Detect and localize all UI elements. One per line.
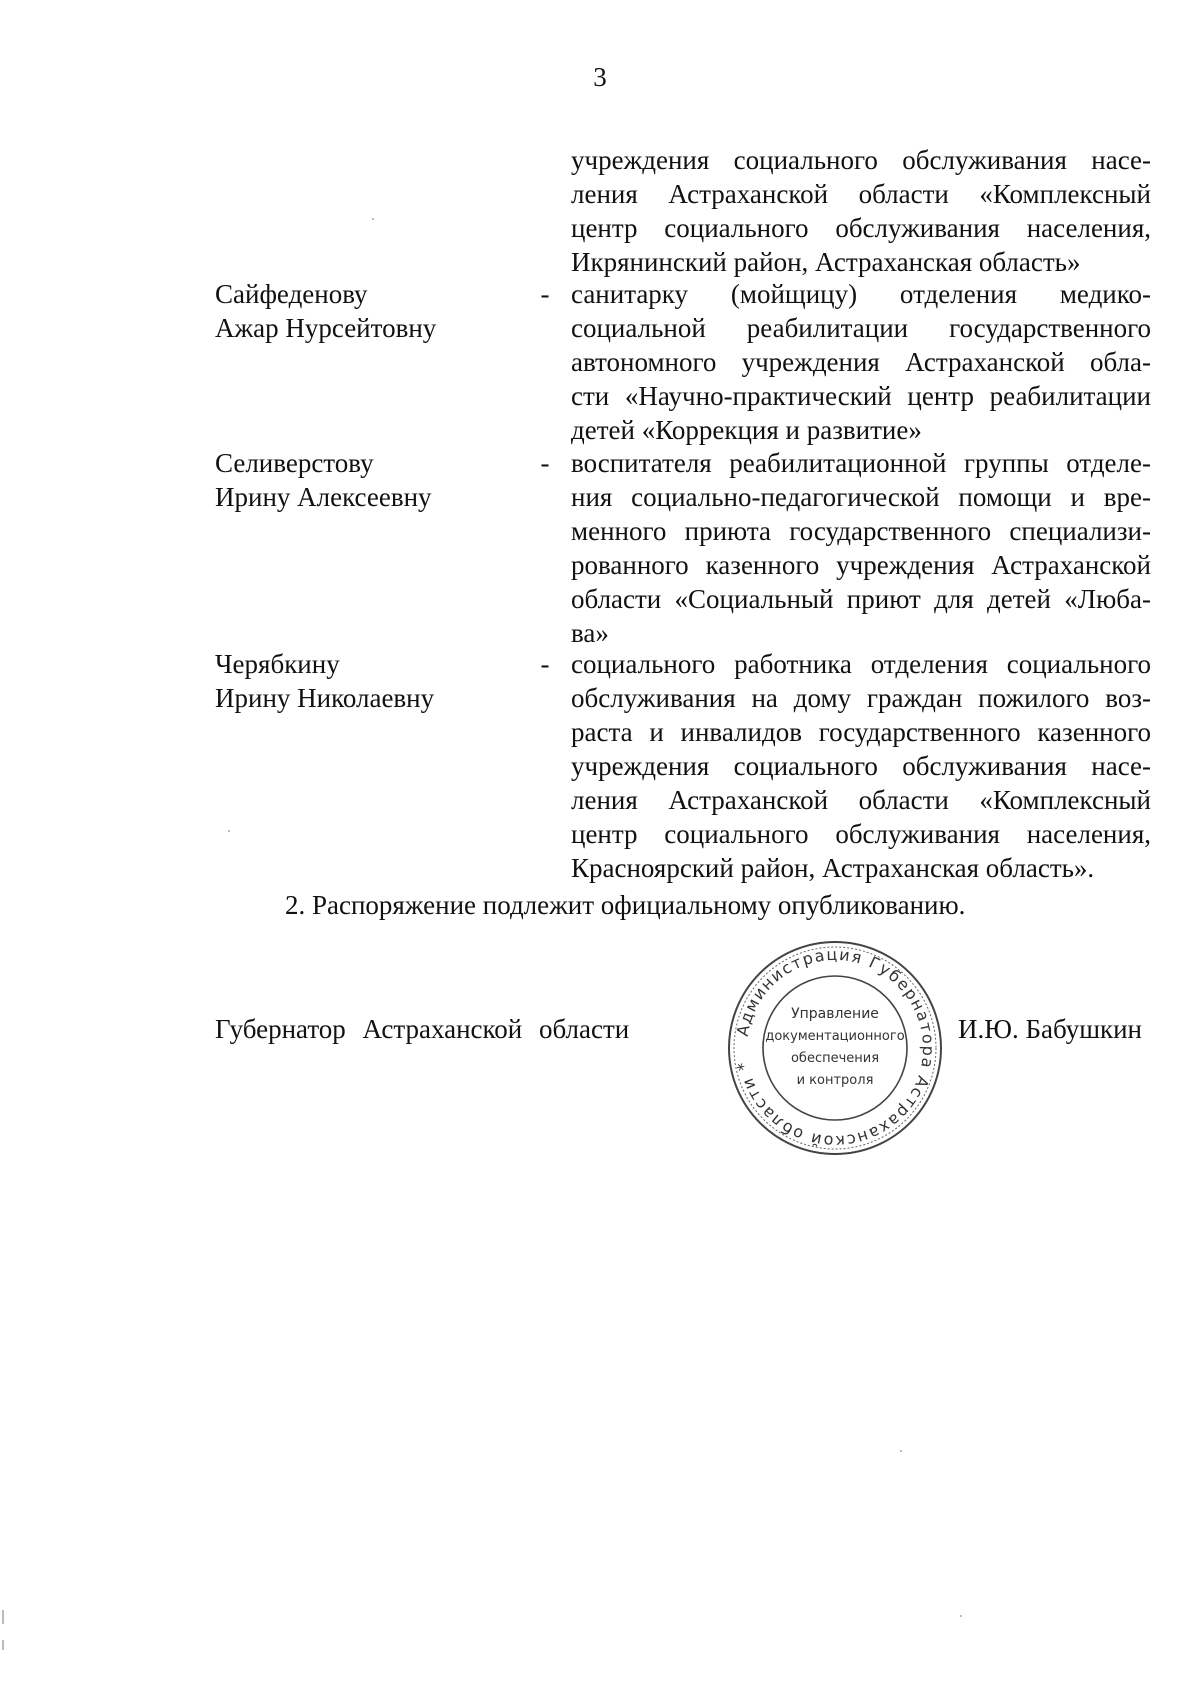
entry-dash: - — [540, 448, 550, 478]
entry-dash: - — [540, 279, 550, 309]
entry-description-line: учреждения социального обслуживания насе- — [571, 751, 1151, 781]
seal-inner-line: и контроля — [796, 1073, 874, 1088]
intro-line: Икрянинский район, Астраханская область» — [571, 247, 1081, 277]
entry-description-line: сти «Научно-практический центр реабилитации — [571, 381, 1151, 411]
entry-dash: - — [540, 649, 550, 679]
signature-title: Губернатор Астраханской области — [215, 1014, 630, 1044]
entry-description-line: обслуживания на дому граждан пожилого воз- — [571, 683, 1151, 713]
scan-speck — [372, 218, 374, 220]
entry-description-line: воспитателя реабилитационной группы отделе- — [571, 448, 1151, 478]
paragraph-publication: 2. Распоряжение подлежит официальному опубликованию. — [285, 890, 966, 920]
entry-name — [215, 647, 515, 715]
entry-description-line: области «Социальный приют для детей «Люба- — [571, 584, 1151, 614]
page-number: 3 — [593, 62, 607, 92]
entry-name — [215, 277, 515, 345]
entry-description-line: социальной реабилитации государственного — [571, 313, 1151, 343]
entry-description-line: ления Астраханской области «Комплексный — [571, 785, 1151, 815]
scan-speck — [960, 1615, 962, 1617]
entry-given-names: Ажар Нурсейтовну — [215, 313, 437, 343]
entry-surname: Черябкину — [215, 649, 340, 679]
scan-speck — [228, 830, 230, 832]
entry-description-line: автономного учреждения Астраханской обла- — [571, 347, 1151, 377]
scan-edge-mark — [2, 1640, 4, 1650]
entry-description-line: санитарку (мойщицу) отделения медико- — [571, 279, 1151, 309]
entry-description-line: раста и инвалидов государственного казенного — [571, 717, 1151, 747]
entry-description-line: социального работника отделения социального — [571, 649, 1151, 679]
seal-inner-line: обеспечения — [790, 1051, 880, 1066]
signature-name: И.Ю. Бабушкин — [958, 1014, 1143, 1044]
entry-given-names: Ирину Алексеевну — [215, 482, 432, 512]
seal-inner-line: Управление — [791, 1006, 879, 1022]
entry-description-line: ва» — [571, 618, 609, 648]
entry-description — [571, 647, 1151, 885]
entry-description-line: Красноярский район, Астраханская область». — [571, 853, 1095, 883]
entry-description-line: рованного казенного учреждения Астраханской — [571, 550, 1151, 580]
entry-surname: Сайфеденову — [215, 279, 368, 309]
official-seal — [725, 938, 945, 1158]
scan-speck — [900, 1450, 902, 1452]
entry-surname: Селиверстову — [215, 448, 374, 478]
entry-description — [571, 446, 1151, 650]
entry-name — [215, 446, 515, 514]
seal-outer-text: Администрация Губернатора Астраханской области * — [732, 944, 939, 1152]
intro-line: учреждения социального обслуживания насе- — [571, 145, 1151, 175]
intro-continuation — [571, 143, 1151, 279]
entry-description-line: центр социального обслуживания населения, — [571, 819, 1151, 849]
scan-edge-mark — [2, 1610, 4, 1624]
entry-description-line: ния социально-педагогической помощи и вре- — [571, 482, 1151, 512]
entry-description-line: менного приюта государственного специализи- — [571, 516, 1151, 546]
entry-given-names: Ирину Николаевну — [215, 683, 435, 713]
entry-description — [571, 277, 1151, 447]
entry-description-line: детей «Коррекция и развитие» — [571, 415, 922, 445]
intro-line: центр социального обслуживания населения, — [571, 213, 1151, 243]
seal-inner-line: документационного — [765, 1029, 905, 1044]
intro-line: ления Астраханской области «Комплексный — [571, 179, 1151, 209]
